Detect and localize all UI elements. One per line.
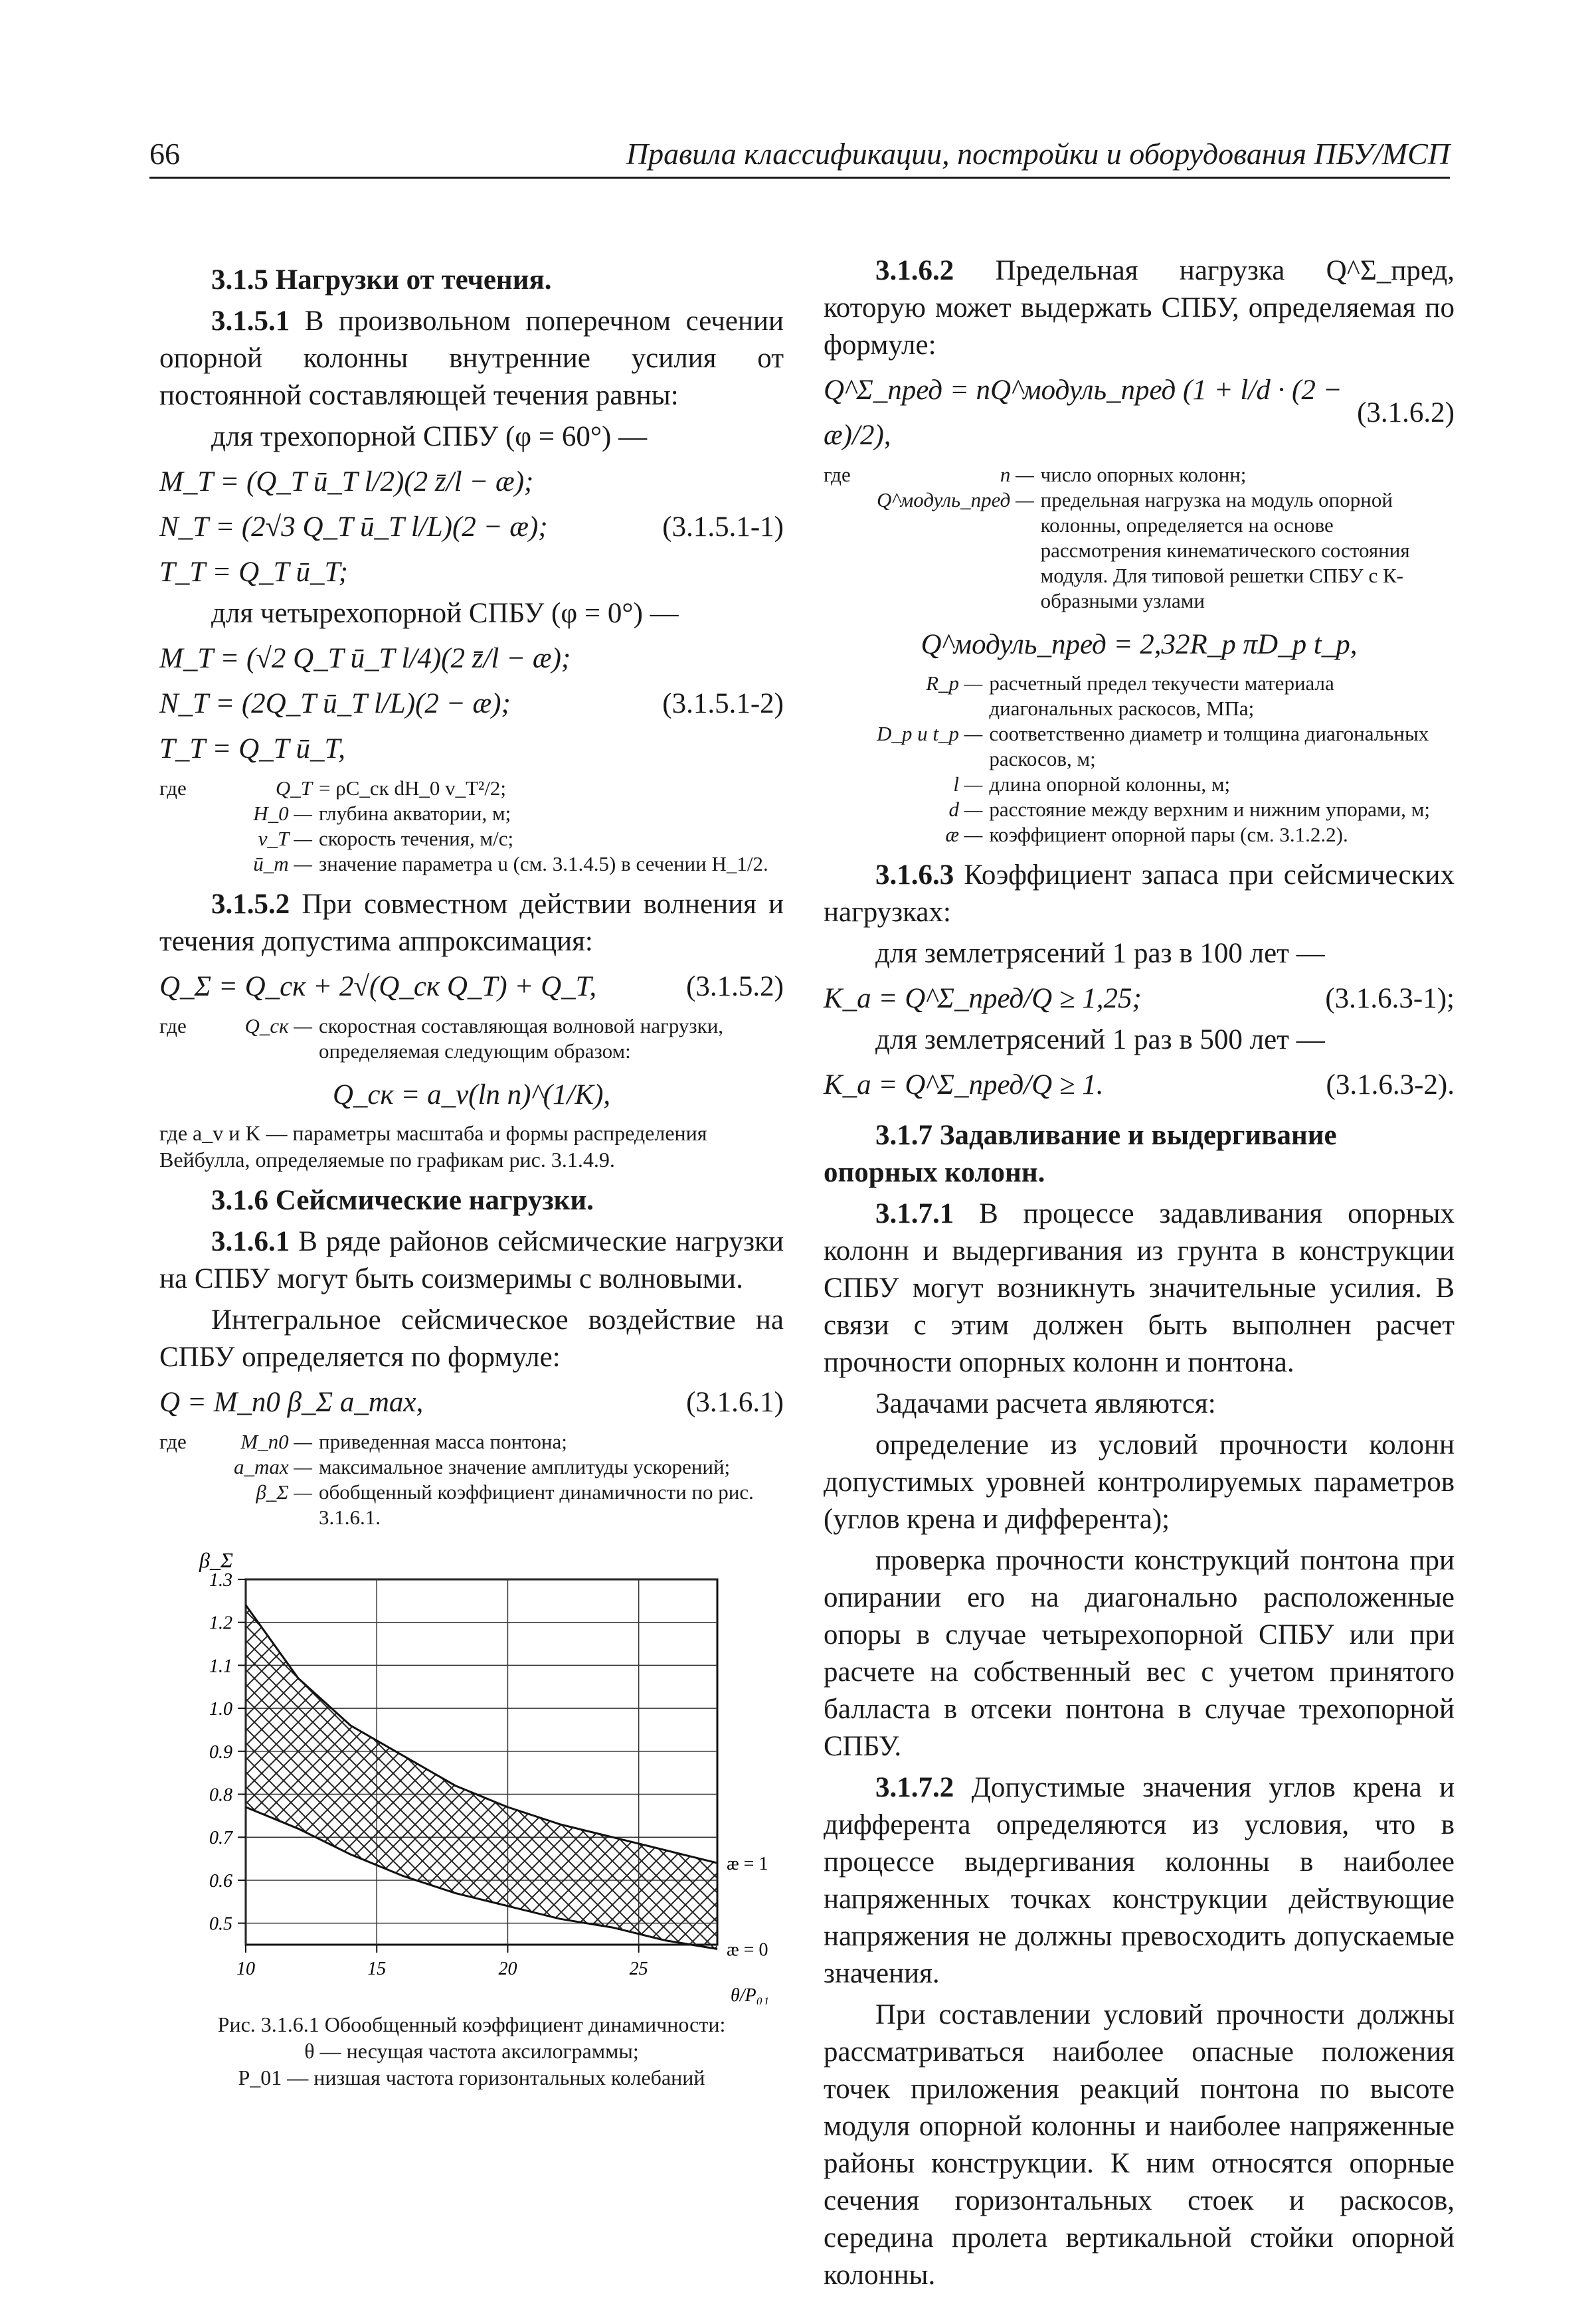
page-number: 66 <box>149 137 180 171</box>
x-axis-label: θ/P₀₁ <box>731 1985 770 2004</box>
definitions-qck <box>159 1014 784 1064</box>
right-column <box>824 252 1455 2298</box>
para-text: Предельная нагрузка Q^Σ_пред, которую может выдержать СПБУ, определяемая по формуле: <box>824 255 1455 361</box>
formula-number: (3.1.5.1-2) <box>662 688 784 719</box>
para-text: При составлении условий прочности должны рассматриваться наиболее опасные положения точек приложения реакций понтона по высоте модуля опорной колонны и наиболее напряженные районы конструкции. <box>824 1999 1455 2179</box>
y-tick-label: 1.0 <box>209 1699 232 1720</box>
def-row: где Q_T = ρC_ск dH_0 v_T²/2; <box>159 776 507 800</box>
formula-number: (3.1.6.1) <box>686 1387 784 1418</box>
task-item-1: определение из условий прочности колонн допустимых уровней контролируемых параметров (углов крена и дифферента); <box>824 1429 1455 1535</box>
formula-text: M_T = (√2 Q_T ū_T l/4)(2 z̄/l − æ); <box>159 643 571 674</box>
caption-line: Рис. 3.1.6.1 Обообщенный коэффициент динамичности: <box>217 2012 726 2036</box>
weibull-note: где a_v и K — параметры масштаба и формы распределения Вейбулла, определяемые по графикам рис. 3.1.4.9. <box>159 1121 707 1172</box>
definitions-module <box>824 671 1455 847</box>
y-tick-label: 0.8 <box>209 1785 232 1806</box>
formula-nt-3 <box>159 505 784 550</box>
formula-nt-4 <box>159 681 784 727</box>
formula-number: (3.1.5.2) <box>686 971 784 1002</box>
three-support-label: для трехопорной СПБУ (φ = 60°) — <box>211 421 648 452</box>
x-tick-label: 15 <box>367 1959 387 1979</box>
def-row: D_p и t_p — соответственно диаметр и толщина диагональных раскосов, м; <box>877 722 1429 770</box>
def-row: где Q_ск — скоростная составляющая волновой нагрузки, определяемая следующим образом: <box>159 1014 724 1063</box>
formula-q-limit <box>824 368 1455 458</box>
def-row: æ — коэффициент опорной пары (см. 3.1.2.2). <box>945 823 1348 846</box>
chart-svg <box>159 1540 784 2004</box>
caption-line: P_01 — низшая частота горизонтальных колебаний <box>238 2066 705 2089</box>
heading-3-1-7: 3.1.7 Задавливание и выдергивание опорных колонн. <box>824 1120 1337 1188</box>
formula-text: T_T = Q_T ū_T; <box>159 557 348 588</box>
formula-q-module: Q^модуль_пред = 2,32R_p πD_p t_p, <box>921 629 1358 660</box>
para-text: В ряде районов сейсмические нагрузки на СПБУ могут быть соизмеримы с волновыми. <box>159 1226 784 1294</box>
formula-number: (3.1.6.2) <box>1357 397 1455 428</box>
formula-tt-4 <box>159 727 784 772</box>
running-title: Правила классификации, постройки и оборудования ПБУ/МСП <box>626 137 1450 171</box>
four-support-label: для четырехопорной СПБУ (φ = 0°) — <box>211 598 679 629</box>
formula-text: K_a = Q^Σ_пред/Q ≥ 1,25; <box>824 983 1142 1014</box>
y-tick-label: 0.6 <box>209 1870 232 1892</box>
def-row: β_Σ — обобщенный коэффициент динамичности по рис. 3.1.6.1. <box>256 1480 754 1529</box>
formula-text: K_a = Q^Σ_пред/Q ≥ 1. <box>824 1069 1104 1101</box>
def-row: H_0 — глубина акватории, м; <box>253 802 511 825</box>
para-3-1-6-2 <box>824 252 1455 364</box>
formula-number: (3.1.6.3-1); <box>1325 983 1455 1014</box>
def-row: где M_п0 — приведенная масса понтона; <box>159 1430 567 1453</box>
def-row: Q^модуль_пред — предельная нагрузка на модуль опорной колонны, определяется на основе рассмотрения кинематического состояния модуля. Для типовой решетки СПБУ с К-образными узлами <box>877 488 1410 612</box>
y-tick-label: 0.9 <box>209 1741 232 1763</box>
formula-number: (3.1.6.3-2). <box>1326 1069 1455 1101</box>
para-number: 3.1.5.1 <box>211 306 290 337</box>
para-text: Допустимые значения углов крена и дифферента определяются из условия, что в процессе выдергивания колонны в наиболее напряженных точках конструкции действующие напряжения не должны превосходить допускаемые значения. <box>824 1772 1455 1989</box>
formula-text: N_T = (2Q_T ū_T l/L)(2 − æ); <box>159 688 511 719</box>
dynamic-factor-chart <box>159 1540 784 2004</box>
para-integral: Интегральное сейсмическое воздействие на СПБУ определяется по формуле: <box>159 1304 784 1373</box>
para-number: 3.1.7.2 <box>875 1772 954 1803</box>
y-tick-label: 0.7 <box>209 1828 232 1849</box>
para-number: 3.1.6.3 <box>875 859 954 891</box>
x-tick-label: 20 <box>498 1959 517 1979</box>
quake-100-label: для землетрясений 1 раз в 100 лет — <box>875 938 1325 969</box>
para-text: Коэффициент запаса при сейсмических нагрузках: <box>824 859 1455 928</box>
formula-text: Q^Σ_пред = nQ^модуль_пред (1 + l/d · (2 − æ)/2), <box>824 375 1342 451</box>
formula-qck: Q_ск = a_v(ln n)^(1/K), <box>332 1079 611 1110</box>
formula-text: Q = M_п0 β_Σ a_max, <box>159 1387 424 1418</box>
quake-500-label: для землетрясений 1 раз в 500 лет — <box>875 1024 1325 1055</box>
def-row: ū_т — значение параметра u (см. 3.1.4.5) в сечении H_1/2. <box>253 852 768 875</box>
formula-ka-500 <box>824 1063 1455 1108</box>
formula-mt-4 <box>159 636 784 681</box>
para-3-1-7-1 <box>824 1195 1455 1381</box>
definitions-seismic <box>159 1429 784 1530</box>
formula-q-sigma <box>159 964 784 1010</box>
def-row: v_T — скорость течения, м/с; <box>258 827 514 850</box>
series-label-ae1: æ = 1 <box>727 1854 768 1875</box>
para-3-1-6-3 <box>824 857 1455 931</box>
para-text: При совместном действии волнения и течения допустима аппроксимация: <box>159 889 784 957</box>
y-axis-label: β_Σ <box>199 1548 233 1572</box>
x-tick-label: 25 <box>629 1959 648 1979</box>
def-row: d — расстояние между верхним и нижним упорами, м; <box>948 798 1430 821</box>
tasks-intro: Задачами расчета являются: <box>875 1388 1216 1419</box>
heading-3-1-6: 3.1.6 Сейсмические нагрузки. <box>211 1185 594 1216</box>
header-rule <box>149 177 1450 179</box>
def-row: где n — число опорных колонн; <box>824 463 1247 486</box>
para-number: 3.1.6.1 <box>211 1226 290 1257</box>
x-tick-label: 10 <box>236 1959 255 1979</box>
para-3-1-7-2 <box>824 1769 1455 1992</box>
formula-text: T_T = Q_T ū_T, <box>159 733 345 764</box>
formula-number: (3.1.5.1-1) <box>662 511 784 543</box>
formula-tt-3 <box>159 550 784 595</box>
para-text: К ним относятся опорные сечения горизонтальных стоек и раскосов, середина пролета вертикальной стойки опорной колонны. <box>824 2148 1455 2291</box>
para-number: 3.1.7.1 <box>875 1198 954 1229</box>
para-text: В произвольном поперечном сечении опорной колонны внутренние усилия от постоянной составляющей течения равны: <box>159 306 784 411</box>
y-tick-label: 0.5 <box>209 1913 232 1935</box>
def-row: l — длина опорной колонны, м; <box>953 772 1231 796</box>
formula-text: N_T = (2√3 Q_T ū_T l/L)(2 − æ); <box>159 511 548 543</box>
definitions-qt <box>159 776 784 877</box>
y-tick-label: 1.2 <box>209 1613 232 1634</box>
figure-caption <box>159 2011 784 2091</box>
left-column <box>159 252 784 2091</box>
para-number: 3.1.5.2 <box>211 889 290 920</box>
definitions-limit <box>824 462 1455 614</box>
y-tick-label: 1.1 <box>209 1656 232 1677</box>
task-item-2: проверка прочности конструкций понтона при опирании его на диагонально расположенные опоры в случае четырехопорной СПБУ или при расчете на собственный вес с учетом принятого балласта в отсеки понтона в случае трехопорной СПБУ. <box>824 1545 1455 1762</box>
hatched-band <box>246 1605 717 1949</box>
para-strength <box>824 1996 1455 2294</box>
formula-q-seismic <box>159 1380 784 1425</box>
para-number: 3.1.6.2 <box>875 255 954 286</box>
para-3-1-6-1 <box>159 1223 784 1298</box>
formula-ka-100 <box>824 976 1455 1021</box>
formula-text: M_T = (Q_T ū_T l/2)(2 z̄/l − æ); <box>159 466 534 497</box>
series-label-ae0: æ = 0 <box>727 1939 768 1961</box>
def-row: R_p — расчетный предел текучести материала диагональных раскосов, МПа; <box>926 671 1334 720</box>
para-3-1-5-2 <box>159 886 784 960</box>
def-row: a_max — максимальное значение амплитуды ускорений; <box>234 1455 731 1478</box>
heading-3-1-5: 3.1.5 Нагрузки от течения. <box>211 264 552 296</box>
formula-mt-3 <box>159 460 784 505</box>
para-3-1-5-1 <box>159 303 784 414</box>
y-tick-label: 1.3 <box>209 1570 232 1591</box>
para-text: В процессе задавливания опорных колонн и выдергивания из грунта в конструкции СПБУ могут возникнуть значительные усилия. В связи с этим должен быть выполнен расчет прочности опорных колонн и понтона. <box>824 1198 1455 1378</box>
caption-line: θ — несущая частота аксилограммы; <box>304 2039 639 2063</box>
formula-text: Q_Σ = Q_ск + 2√(Q_ск Q_T) + Q_T, <box>159 971 597 1002</box>
